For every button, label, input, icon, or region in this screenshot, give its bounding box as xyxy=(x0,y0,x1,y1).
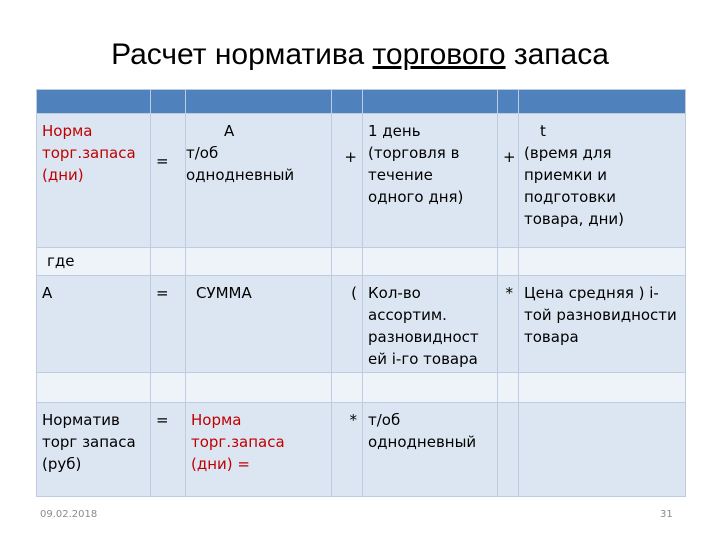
turnover-ref: т/об однодневный xyxy=(363,403,498,497)
average-price-text: Цена средняя ) i-той разновидности товара xyxy=(519,276,686,373)
table-row xyxy=(37,114,686,248)
formula-term-a xyxy=(186,114,332,248)
title-part2: запаса xyxy=(505,38,609,71)
equals-sign: = xyxy=(151,403,186,497)
term-day-desc: (торговля в течение одного дня) xyxy=(368,144,464,206)
open-paren: ( xyxy=(332,276,363,373)
sum-label: СУММА xyxy=(186,276,332,373)
plus-sign: + xyxy=(332,114,363,248)
norm-rub-label: Норматив торг запаса (руб) xyxy=(37,403,151,497)
table-header-row xyxy=(37,90,686,114)
equals-sign: = xyxy=(151,114,186,248)
term-t-desc: (время для приемки и подготовки товара, дни) xyxy=(524,144,624,228)
term-day-label: 1 день xyxy=(368,122,421,140)
title-part1: Расчет норматива xyxy=(111,38,373,71)
plus-sign-2: + xyxy=(498,114,519,248)
norm-days-ref: Норма торг.запаса (дни) = xyxy=(186,403,332,497)
table-row xyxy=(37,403,686,497)
title-underlined-word: торгового xyxy=(372,38,506,71)
page-number: 31 xyxy=(660,509,673,520)
slide-title xyxy=(0,38,720,72)
formula-term-day xyxy=(363,114,498,248)
a-label: А xyxy=(37,276,151,373)
multiply-sign: * xyxy=(498,276,519,373)
table-row xyxy=(37,373,686,403)
where-label: где xyxy=(37,248,151,276)
footer-date: 09.02.2018 xyxy=(40,509,98,520)
table-row xyxy=(37,276,686,373)
formula-term-t xyxy=(519,114,686,248)
norm-days-label: Норма торг.запаса (дни) xyxy=(37,114,151,248)
term-a-desc: т/об однодневный xyxy=(186,144,295,184)
table-row xyxy=(37,248,686,276)
term-a-label: А xyxy=(224,122,235,140)
equals-sign: = xyxy=(151,276,186,373)
term-t-label: t xyxy=(540,122,546,140)
formula-table xyxy=(36,89,686,497)
assortment-count-text: Кол-во ассортим. разновидност ей i-го товара xyxy=(363,276,498,373)
multiply-sign: * xyxy=(332,403,363,497)
